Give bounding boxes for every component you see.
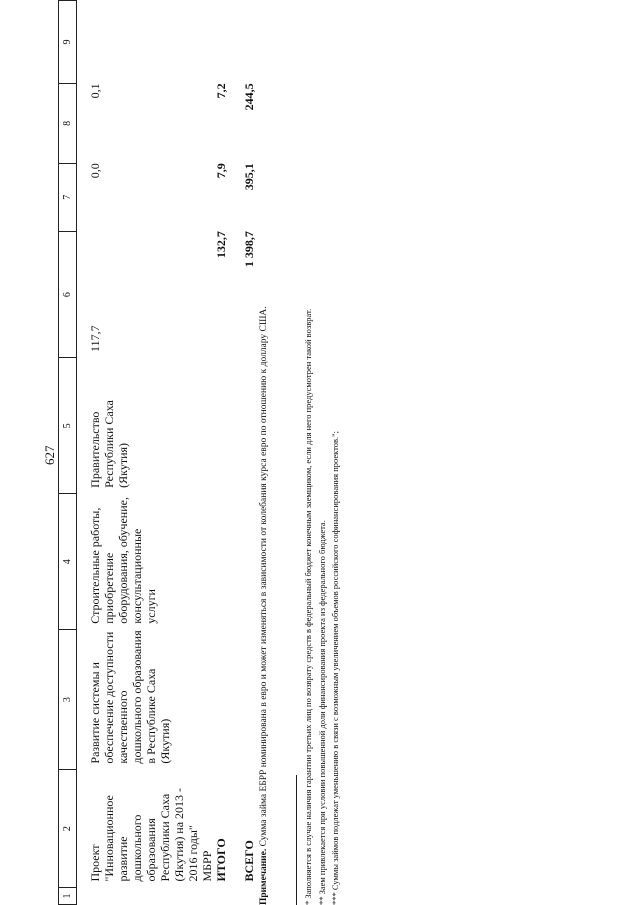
cell-works: Строительные работы, приобретение оборудования, обучение, консультационные услуги (88, 497, 158, 624)
itogo-value-6: 132,7 (214, 231, 228, 259)
itogo-value-8: 7,2 (214, 83, 228, 99)
footnote-2: ** Заем привлекается при условии повышенной доли финансирования проекта из федерального бюджета. (316, 520, 327, 905)
cell-empty (214, 494, 242, 630)
col-number-4: 4 (59, 494, 77, 630)
col-number-9: 9 (59, 1, 77, 84)
note (258, 0, 270, 905)
col-number-6: 6 (59, 231, 77, 358)
note-text: Сумма займа ЕБРР номинирована в евро и может изменяться в зависимости от колебания курса евро по отношению к доллару США. (259, 306, 269, 847)
cell-project (77, 770, 215, 888)
project-name: Проект "Инновационное развитие дошкольного образования Республики Саха (Якутия) на 2013 - 2016 годы" (88, 787, 200, 882)
vsego-value-6: 1 398,7 (242, 231, 256, 268)
col-number-5: 5 (59, 358, 77, 494)
itogo-value-7: 7,9 (214, 163, 228, 179)
project-row (77, 1, 215, 905)
itogo-label: ИТОГО (214, 838, 228, 882)
loans-table (58, 0, 272, 905)
col-number-7: 7 (59, 163, 77, 231)
col-number-1: 1 (59, 888, 77, 905)
cell-empty (214, 888, 242, 905)
cell-value-7: 0,0 (88, 163, 102, 179)
cell-value-6: 117,7 (88, 325, 102, 352)
cell-value-9 (77, 1, 215, 84)
col-number-3: 3 (59, 630, 77, 770)
project-lender: МБРР (200, 850, 214, 882)
vsego-value-8: 244,5 (242, 83, 256, 111)
cell-purpose: Развитие системы и обеспечение доступности качественного дошкольного образования в Республике Саха (Якутия) (88, 630, 172, 764)
vsego-value-7: 395,1 (242, 163, 256, 191)
footnote-3: *** Суммы займов подлежат уменьшению в связи с возможным увеличением объемов российского софинансирования проектов."; (330, 431, 340, 905)
cell-empty (214, 1, 242, 84)
note-label: Примечание. (259, 848, 269, 905)
cell-empty (77, 888, 215, 905)
footnote-1: * Заполняется в случае наличия гарантии третьих лиц по возврату средств в федеральный бюджет конечным заемщиком, если для него предусмотрен такой возврат. (303, 308, 313, 905)
column-number-row (59, 1, 77, 905)
footnote-divider (296, 775, 297, 905)
col-number-2: 2 (59, 770, 77, 888)
cell-empty (214, 630, 242, 770)
cell-empty (214, 358, 242, 494)
page-number: 627 (42, 445, 57, 465)
cell-value-8: 0,1 (88, 83, 102, 99)
footnotes (302, 0, 343, 905)
itogo-row (214, 1, 242, 905)
cell-borrower: Правительство Республики Саха (Якутия) (88, 400, 130, 488)
col-number-8: 8 (59, 83, 77, 163)
vsego-label: ВСЕГО (242, 840, 256, 882)
